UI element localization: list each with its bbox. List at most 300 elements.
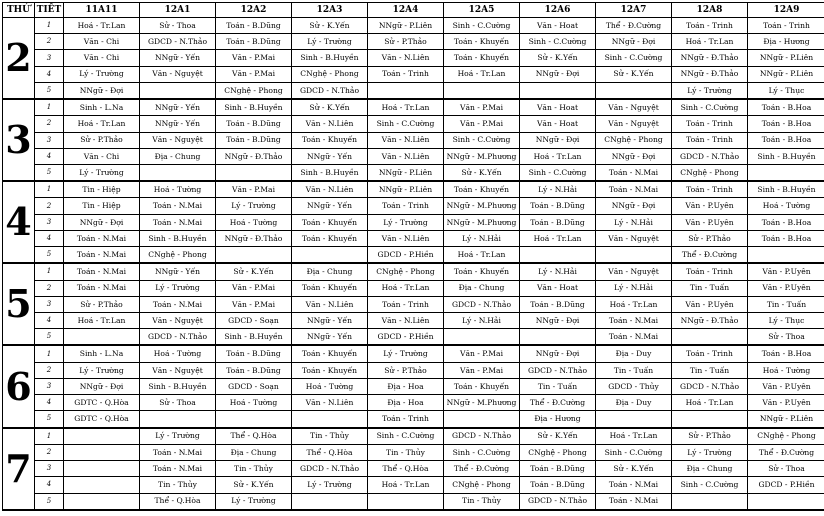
lesson-cell: Sử - K.Yến <box>596 461 672 477</box>
lesson-cell: Sinh - L.Na <box>64 99 140 116</box>
lesson-cell: NNgữ - Yến <box>140 99 216 116</box>
lesson-cell: Lý - N.Hải <box>596 214 672 230</box>
schedule-row <box>3 116 824 132</box>
lesson-cell: Văn - P.Mai <box>216 280 292 296</box>
lesson-cell: Thể - Đ.Cường <box>672 247 748 264</box>
lesson-cell: Toán - B.Hoa <box>748 230 824 246</box>
lesson-cell: Địa - Duy <box>596 345 672 362</box>
lesson-cell <box>64 461 140 477</box>
lesson-cell: Sinh - B.Huyền <box>216 99 292 116</box>
header-day: THỨ <box>3 3 35 18</box>
lesson-cell: CNghệ - Phong <box>368 263 444 280</box>
lesson-cell: NNgữ - Yến <box>140 263 216 280</box>
lesson-cell: Tin - Tuấn <box>672 280 748 296</box>
lesson-cell: Lý - Trường <box>368 214 444 230</box>
lesson-cell <box>216 165 292 182</box>
lesson-cell: Văn - Nguyệt <box>596 230 672 246</box>
lesson-cell: Thể - Đ.Cường <box>520 395 596 411</box>
lesson-cell: Lý - Trường <box>292 34 368 50</box>
lesson-cell: NNgữ - Yến <box>140 50 216 66</box>
lesson-cell: Sử - K.Yến <box>216 263 292 280</box>
lesson-cell: Toán - N.Mai <box>596 477 672 493</box>
lesson-cell: NNgữ - Yến <box>140 116 216 132</box>
lesson-cell: Hoá - Tr.Lan <box>444 247 520 264</box>
lesson-cell: Toán - B.Dũng <box>216 34 292 50</box>
schedule-row <box>3 378 824 394</box>
lesson-cell: Hoá - Tr.Lan <box>368 280 444 296</box>
lesson-cell: Văn - P.Uyên <box>672 296 748 312</box>
lesson-cell: GDCD - N.Thảo <box>444 428 520 445</box>
lesson-cell: Toán - Trinh <box>748 18 824 34</box>
schedule-row <box>3 296 824 312</box>
lesson-cell: GDCD - Thủy <box>596 378 672 394</box>
lesson-cell: Hoá - Tr.Lan <box>672 34 748 50</box>
lesson-cell: Tin - Tuấn <box>520 378 596 394</box>
lesson-cell <box>444 329 520 346</box>
lesson-cell: Sử - K.Yến <box>292 99 368 116</box>
lesson-cell: Toán - B.Dũng <box>216 18 292 34</box>
lesson-cell <box>444 411 520 428</box>
lesson-cell: CNghệ - Phong <box>216 82 292 99</box>
lesson-cell: Lý - N.Hải <box>444 313 520 329</box>
period-number: 4 <box>35 66 64 82</box>
lesson-cell: Hoá - Tr.Lan <box>368 99 444 116</box>
lesson-cell: Toán - B.Hoa <box>748 132 824 148</box>
header-class-12a1: 12A1 <box>140 3 216 18</box>
lesson-cell: Hoá - Tr.Lan <box>520 148 596 164</box>
lesson-cell: Hoá - Tr.Lan <box>64 116 140 132</box>
lesson-cell: Sử - Thoa <box>748 329 824 346</box>
day-label: 6 <box>3 345 35 427</box>
lesson-cell: GDCD - P.Hiền <box>368 329 444 346</box>
lesson-cell: Địa - Chung <box>444 280 520 296</box>
schedule-row <box>3 444 824 460</box>
schedule-row <box>3 477 824 493</box>
lesson-cell: NNgữ - Đợi <box>520 132 596 148</box>
lesson-cell: Toán - B.Dũng <box>216 362 292 378</box>
lesson-cell: Hoá - Tường <box>292 378 368 394</box>
lesson-cell: Lý - Trường <box>368 345 444 362</box>
period-number: 2 <box>35 198 64 214</box>
header-class-12a8: 12A8 <box>672 3 748 18</box>
lesson-cell: Văn - N.Liên <box>368 148 444 164</box>
lesson-cell: Toán - N.Mai <box>596 165 672 182</box>
lesson-cell: GDCD - P.Hiền <box>748 477 824 493</box>
header-class-12a9: 12A9 <box>748 3 824 18</box>
period-number: 5 <box>35 493 64 510</box>
period-number: 3 <box>35 296 64 312</box>
lesson-cell: NNgữ - Yến <box>292 198 368 214</box>
lesson-cell <box>596 247 672 264</box>
lesson-cell: Toán - Khuyến <box>292 362 368 378</box>
lesson-cell: Sinh - C.Cường <box>444 444 520 460</box>
period-number: 3 <box>35 461 64 477</box>
lesson-cell: Lý - Trường <box>140 280 216 296</box>
lesson-cell: Toán - B.Dũng <box>520 296 596 312</box>
lesson-cell: Văn - Nguyệt <box>140 313 216 329</box>
period-number: 1 <box>35 263 64 280</box>
lesson-cell: Địa - Chung <box>140 148 216 164</box>
lesson-cell: GDCD - N.Thảo <box>520 493 596 510</box>
lesson-cell: Toán - N.Mai <box>64 263 140 280</box>
header-class-12a6: 12A6 <box>520 3 596 18</box>
lesson-cell <box>520 82 596 99</box>
lesson-cell: Toán - Trinh <box>672 132 748 148</box>
schedule-row <box>3 280 824 296</box>
lesson-cell: Hoá - Tr.Lan <box>520 230 596 246</box>
lesson-cell: Sinh - C.Cường <box>596 50 672 66</box>
lesson-cell: Địa - Chung <box>292 263 368 280</box>
lesson-cell: Toán - Trinh <box>672 345 748 362</box>
period-number: 3 <box>35 50 64 66</box>
lesson-cell <box>596 82 672 99</box>
lesson-cell: Sử - Thoa <box>140 18 216 34</box>
lesson-cell: Hoá - Tường <box>216 214 292 230</box>
lesson-cell: NNgữ - Đợi <box>520 313 596 329</box>
lesson-cell: Văn - Nguyệt <box>140 132 216 148</box>
lesson-cell: Lý - Trường <box>64 66 140 82</box>
lesson-cell <box>748 247 824 264</box>
lesson-cell <box>216 247 292 264</box>
lesson-cell: Lý - Trường <box>216 493 292 510</box>
lesson-cell: Lý - Trường <box>140 428 216 445</box>
lesson-cell: Toán - Khuyến <box>444 34 520 50</box>
period-number: 4 <box>35 313 64 329</box>
lesson-cell: Sinh - C.Cường <box>444 132 520 148</box>
lesson-cell: NNgữ - Yến <box>292 329 368 346</box>
lesson-cell <box>520 329 596 346</box>
lesson-cell: NNgữ - P.Liên <box>368 181 444 198</box>
lesson-cell: Toán - Trinh <box>672 18 748 34</box>
lesson-cell: Thể - Đ.Cường <box>748 444 824 460</box>
lesson-cell: Toán - N.Mai <box>140 461 216 477</box>
lesson-cell: Lý - N.Hải <box>520 263 596 280</box>
lesson-cell: Địa - Chung <box>672 461 748 477</box>
lesson-cell: Sinh - C.Cường <box>368 116 444 132</box>
lesson-cell: CNghệ - Phong <box>444 477 520 493</box>
lesson-cell: Toán - Khuyến <box>444 50 520 66</box>
lesson-cell: NNgữ - Yến <box>292 313 368 329</box>
lesson-cell: Sinh - C.Cường <box>520 165 596 182</box>
lesson-cell: Lý - Trường <box>672 82 748 99</box>
lesson-cell: NNgữ - Đợi <box>596 198 672 214</box>
lesson-cell: Toán - B.Dũng <box>216 132 292 148</box>
lesson-cell: NNgữ - M.Phương <box>444 198 520 214</box>
day-label: 3 <box>3 99 35 181</box>
lesson-cell: GDCD - N.Thảo <box>520 362 596 378</box>
lesson-cell: NNgữ - Đ.Thảo <box>672 66 748 82</box>
lesson-cell: Tin - Thủy <box>292 428 368 445</box>
period-number: 2 <box>35 280 64 296</box>
lesson-cell <box>140 165 216 182</box>
lesson-cell <box>672 329 748 346</box>
lesson-cell: Lý - Trường <box>64 362 140 378</box>
timetable-body <box>3 18 824 511</box>
lesson-cell: Toán - B.Dũng <box>216 345 292 362</box>
lesson-cell: CNghệ - Phong <box>520 444 596 460</box>
header-class-12a3: 12A3 <box>292 3 368 18</box>
period-number: 5 <box>35 411 64 428</box>
lesson-cell: Toán - N.Mai <box>140 444 216 460</box>
lesson-cell: Toán - N.Mai <box>64 280 140 296</box>
lesson-cell: Văn - Chi <box>64 34 140 50</box>
lesson-cell <box>64 329 140 346</box>
period-number: 5 <box>35 329 64 346</box>
lesson-cell: Toán - Khuyến <box>444 181 520 198</box>
schedule-row <box>3 198 824 214</box>
lesson-cell: Lý - N.Hải <box>520 181 596 198</box>
lesson-cell: Văn - P.Mai <box>444 345 520 362</box>
lesson-cell: Sử - P.Thảo <box>64 296 140 312</box>
lesson-cell: Sử - K.Yến <box>520 50 596 66</box>
lesson-cell: Sử - Thoa <box>748 461 824 477</box>
lesson-cell: Toán - Khuyến <box>292 345 368 362</box>
lesson-cell: NNgữ - P.Liên <box>368 165 444 182</box>
lesson-cell: Toán - Trinh <box>672 263 748 280</box>
lesson-cell: Toán - N.Mai <box>64 247 140 264</box>
lesson-cell: Thể - Đ.Cường <box>596 18 672 34</box>
lesson-cell: Toán - N.Mai <box>140 214 216 230</box>
period-number: 5 <box>35 247 64 264</box>
lesson-cell: Văn - Hoat <box>520 18 596 34</box>
period-number: 2 <box>35 362 64 378</box>
lesson-cell: Văn - Hoat <box>520 280 596 296</box>
schedule-row <box>3 247 824 264</box>
header-class-11a11: 11A11 <box>64 3 140 18</box>
lesson-cell: Toán - N.Mai <box>140 198 216 214</box>
period-number: 2 <box>35 34 64 50</box>
lesson-cell: GDCD - N.Thảo <box>140 34 216 50</box>
schedule-row <box>3 345 824 362</box>
header-class-12a4: 12A4 <box>368 3 444 18</box>
schedule-row <box>3 214 824 230</box>
period-number: 4 <box>35 395 64 411</box>
lesson-cell: Văn - N.Liên <box>292 296 368 312</box>
schedule-row <box>3 428 824 445</box>
lesson-cell: Lý - Trường <box>672 444 748 460</box>
lesson-cell: Tin - Tuấn <box>672 362 748 378</box>
period-number: 4 <box>35 148 64 164</box>
day-label: 7 <box>3 428 35 510</box>
lesson-cell: Hoá - Tr.Lan <box>596 428 672 445</box>
schedule-row <box>3 34 824 50</box>
lesson-cell <box>444 82 520 99</box>
day-label: 5 <box>3 263 35 345</box>
lesson-cell: Văn - P.Mai <box>216 181 292 198</box>
lesson-cell: Tin - Thủy <box>444 493 520 510</box>
lesson-cell: Toán - Trinh <box>672 116 748 132</box>
schedule-row <box>3 362 824 378</box>
lesson-cell: NNgữ - Đ.Thảo <box>216 230 292 246</box>
lesson-cell: Văn - Hoat <box>520 99 596 116</box>
lesson-cell: Toán - Trinh <box>368 198 444 214</box>
lesson-cell: Thể - Q.Hòa <box>140 493 216 510</box>
lesson-cell: Tin - Thủy <box>140 477 216 493</box>
lesson-cell <box>140 82 216 99</box>
period-number: 1 <box>35 99 64 116</box>
lesson-cell: Văn - P.Mai <box>216 296 292 312</box>
lesson-cell: Toán - Trinh <box>672 181 748 198</box>
lesson-cell: Sinh - C.Cường <box>672 477 748 493</box>
lesson-cell: Toán - Khuyến <box>292 214 368 230</box>
lesson-cell: Văn - N.Liên <box>292 116 368 132</box>
lesson-cell: Sử - K.Yến <box>444 165 520 182</box>
lesson-cell: GDCD - Soạn <box>216 378 292 394</box>
lesson-cell: Toán - B.Dũng <box>520 214 596 230</box>
lesson-cell: Hoá - Tr.Lan <box>64 313 140 329</box>
lesson-cell <box>596 411 672 428</box>
lesson-cell: Toán - B.Hoa <box>748 99 824 116</box>
lesson-cell: Tin - Thủy <box>216 461 292 477</box>
period-number: 1 <box>35 18 64 34</box>
lesson-cell: Tin - Hiệp <box>64 181 140 198</box>
lesson-cell: NNgữ - P.Liên <box>368 18 444 34</box>
lesson-cell: Thể - Q.Hòa <box>216 428 292 445</box>
lesson-cell: Sinh - C.Cường <box>672 99 748 116</box>
schedule-row <box>3 18 824 34</box>
lesson-cell: Sinh - C.Cường <box>596 444 672 460</box>
lesson-cell: Tin - Tuấn <box>596 362 672 378</box>
period-number: 1 <box>35 428 64 445</box>
period-number: 1 <box>35 181 64 198</box>
schedule-row <box>3 263 824 280</box>
period-number: 1 <box>35 345 64 362</box>
lesson-cell: Địa - Duy <box>596 395 672 411</box>
lesson-cell: CNghệ - Phong <box>748 428 824 445</box>
lesson-cell: NNgữ - M.Phương <box>444 148 520 164</box>
lesson-cell: Địa - Hương <box>520 411 596 428</box>
lesson-cell: Toán - N.Mai <box>596 181 672 198</box>
lesson-cell: GDCD - N.Thảo <box>140 329 216 346</box>
schedule-row <box>3 395 824 411</box>
schedule-row <box>3 148 824 164</box>
lesson-cell: Sử - K.Yến <box>216 477 292 493</box>
lesson-cell: Văn - N.Liên <box>368 50 444 66</box>
lesson-cell: Sử - P.Thảo <box>672 428 748 445</box>
lesson-cell <box>672 493 748 510</box>
lesson-cell: Toán - B.Hoa <box>748 345 824 362</box>
lesson-cell: Văn - P.Uyên <box>748 263 824 280</box>
schedule-row <box>3 411 824 428</box>
lesson-cell: NNgữ - M.Phương <box>444 214 520 230</box>
lesson-cell: Thể - Đ.Cường <box>444 461 520 477</box>
lesson-cell: Sinh - B.Huyền <box>292 165 368 182</box>
lesson-cell: Toán - N.Mai <box>140 296 216 312</box>
lesson-cell <box>368 493 444 510</box>
lesson-cell: Lý - Thục <box>748 82 824 99</box>
lesson-cell: Sinh - B.Huyền <box>140 378 216 394</box>
period-number: 3 <box>35 214 64 230</box>
lesson-cell: NNgữ - Đ.Thảo <box>216 148 292 164</box>
lesson-cell: Văn - P.Mai <box>444 99 520 116</box>
lesson-cell <box>520 247 596 264</box>
lesson-cell: NNgữ - Đ.Thảo <box>672 313 748 329</box>
lesson-cell: Văn - P.Uyên <box>748 378 824 394</box>
lesson-cell: CNghệ - Phong <box>596 132 672 148</box>
lesson-cell: Toán - B.Dũng <box>520 461 596 477</box>
lesson-cell: Toán - N.Mai <box>596 493 672 510</box>
lesson-cell: Văn - P.Uyên <box>748 395 824 411</box>
lesson-cell: NNgữ - Đợi <box>520 66 596 82</box>
lesson-cell: Văn - N.Liên <box>368 132 444 148</box>
lesson-cell: Hoá - Tr.Lan <box>672 395 748 411</box>
lesson-cell: Sử - P.Thảo <box>368 34 444 50</box>
lesson-cell: Sinh - C.Cường <box>368 428 444 445</box>
lesson-cell: Lý - N.Hải <box>596 280 672 296</box>
lesson-cell: Hoá - Tường <box>140 345 216 362</box>
lesson-cell: Sinh - B.Huyền <box>216 329 292 346</box>
schedule-row <box>3 50 824 66</box>
lesson-cell: Tin - Thủy <box>368 444 444 460</box>
lesson-cell <box>292 411 368 428</box>
period-number: 2 <box>35 444 64 460</box>
period-number: 2 <box>35 116 64 132</box>
lesson-cell: Địa - Hoa <box>368 395 444 411</box>
lesson-cell: Toán - B.Dũng <box>216 116 292 132</box>
header-class-12a5: 12A5 <box>444 3 520 18</box>
lesson-cell: GDCD - N.Thảo <box>672 378 748 394</box>
lesson-cell: Văn - Nguyệt <box>140 66 216 82</box>
lesson-cell: NNgữ - P.Liên <box>748 66 824 82</box>
lesson-cell: NNgữ - Đợi <box>520 345 596 362</box>
lesson-cell: GDCD - N.Thảo <box>292 461 368 477</box>
lesson-cell: Toán - Trinh <box>368 296 444 312</box>
lesson-cell: Hoá - Tr.Lan <box>596 296 672 312</box>
period-number: 4 <box>35 477 64 493</box>
period-number: 4 <box>35 230 64 246</box>
lesson-cell: Văn - Hoat <box>520 116 596 132</box>
schedule-row <box>3 461 824 477</box>
schedule-row <box>3 230 824 246</box>
schedule-row <box>3 99 824 116</box>
lesson-cell: Hoá - Tường <box>140 181 216 198</box>
lesson-cell: Văn - N.Liên <box>368 313 444 329</box>
lesson-cell <box>748 165 824 182</box>
lesson-cell: Văn - Chi <box>64 50 140 66</box>
header-row <box>3 3 824 18</box>
lesson-cell: Sử - P.Thảo <box>672 230 748 246</box>
lesson-cell: Thể - Q.Hòa <box>292 444 368 460</box>
lesson-cell: Toán - Trinh <box>368 66 444 82</box>
lesson-cell: Văn - Nguyệt <box>596 263 672 280</box>
lesson-cell: Sử - K.Yến <box>292 18 368 34</box>
header-period: TIẾT <box>35 3 64 18</box>
lesson-cell <box>64 428 140 445</box>
lesson-cell: GDCD - N.Thảo <box>672 148 748 164</box>
day-label: 2 <box>3 18 35 100</box>
lesson-cell: Văn - P.Mai <box>216 66 292 82</box>
lesson-cell: Lý - Trường <box>292 477 368 493</box>
schedule-row <box>3 493 824 510</box>
schedule-row <box>3 181 824 198</box>
schedule-row <box>3 165 824 182</box>
lesson-cell: Lý - Trường <box>64 165 140 182</box>
lesson-cell: Hoá - Tường <box>216 395 292 411</box>
lesson-cell: Hoá - Tường <box>748 362 824 378</box>
lesson-cell <box>64 493 140 510</box>
lesson-cell: Sử - P.Thảo <box>368 362 444 378</box>
lesson-cell: Văn - P.Uyên <box>748 280 824 296</box>
lesson-cell: Sử - K.Yến <box>596 66 672 82</box>
day-label: 4 <box>3 181 35 263</box>
header-class-12a7: 12A7 <box>596 3 672 18</box>
lesson-cell: Văn - Nguyệt <box>140 362 216 378</box>
lesson-cell: Văn - P.Mai <box>444 362 520 378</box>
lesson-cell: GDTC - Q.Hòa <box>64 411 140 428</box>
lesson-cell: Sử - P.Thảo <box>64 132 140 148</box>
lesson-cell: Văn - P.Mai <box>444 116 520 132</box>
lesson-cell: NNgữ - M.Phương <box>444 395 520 411</box>
